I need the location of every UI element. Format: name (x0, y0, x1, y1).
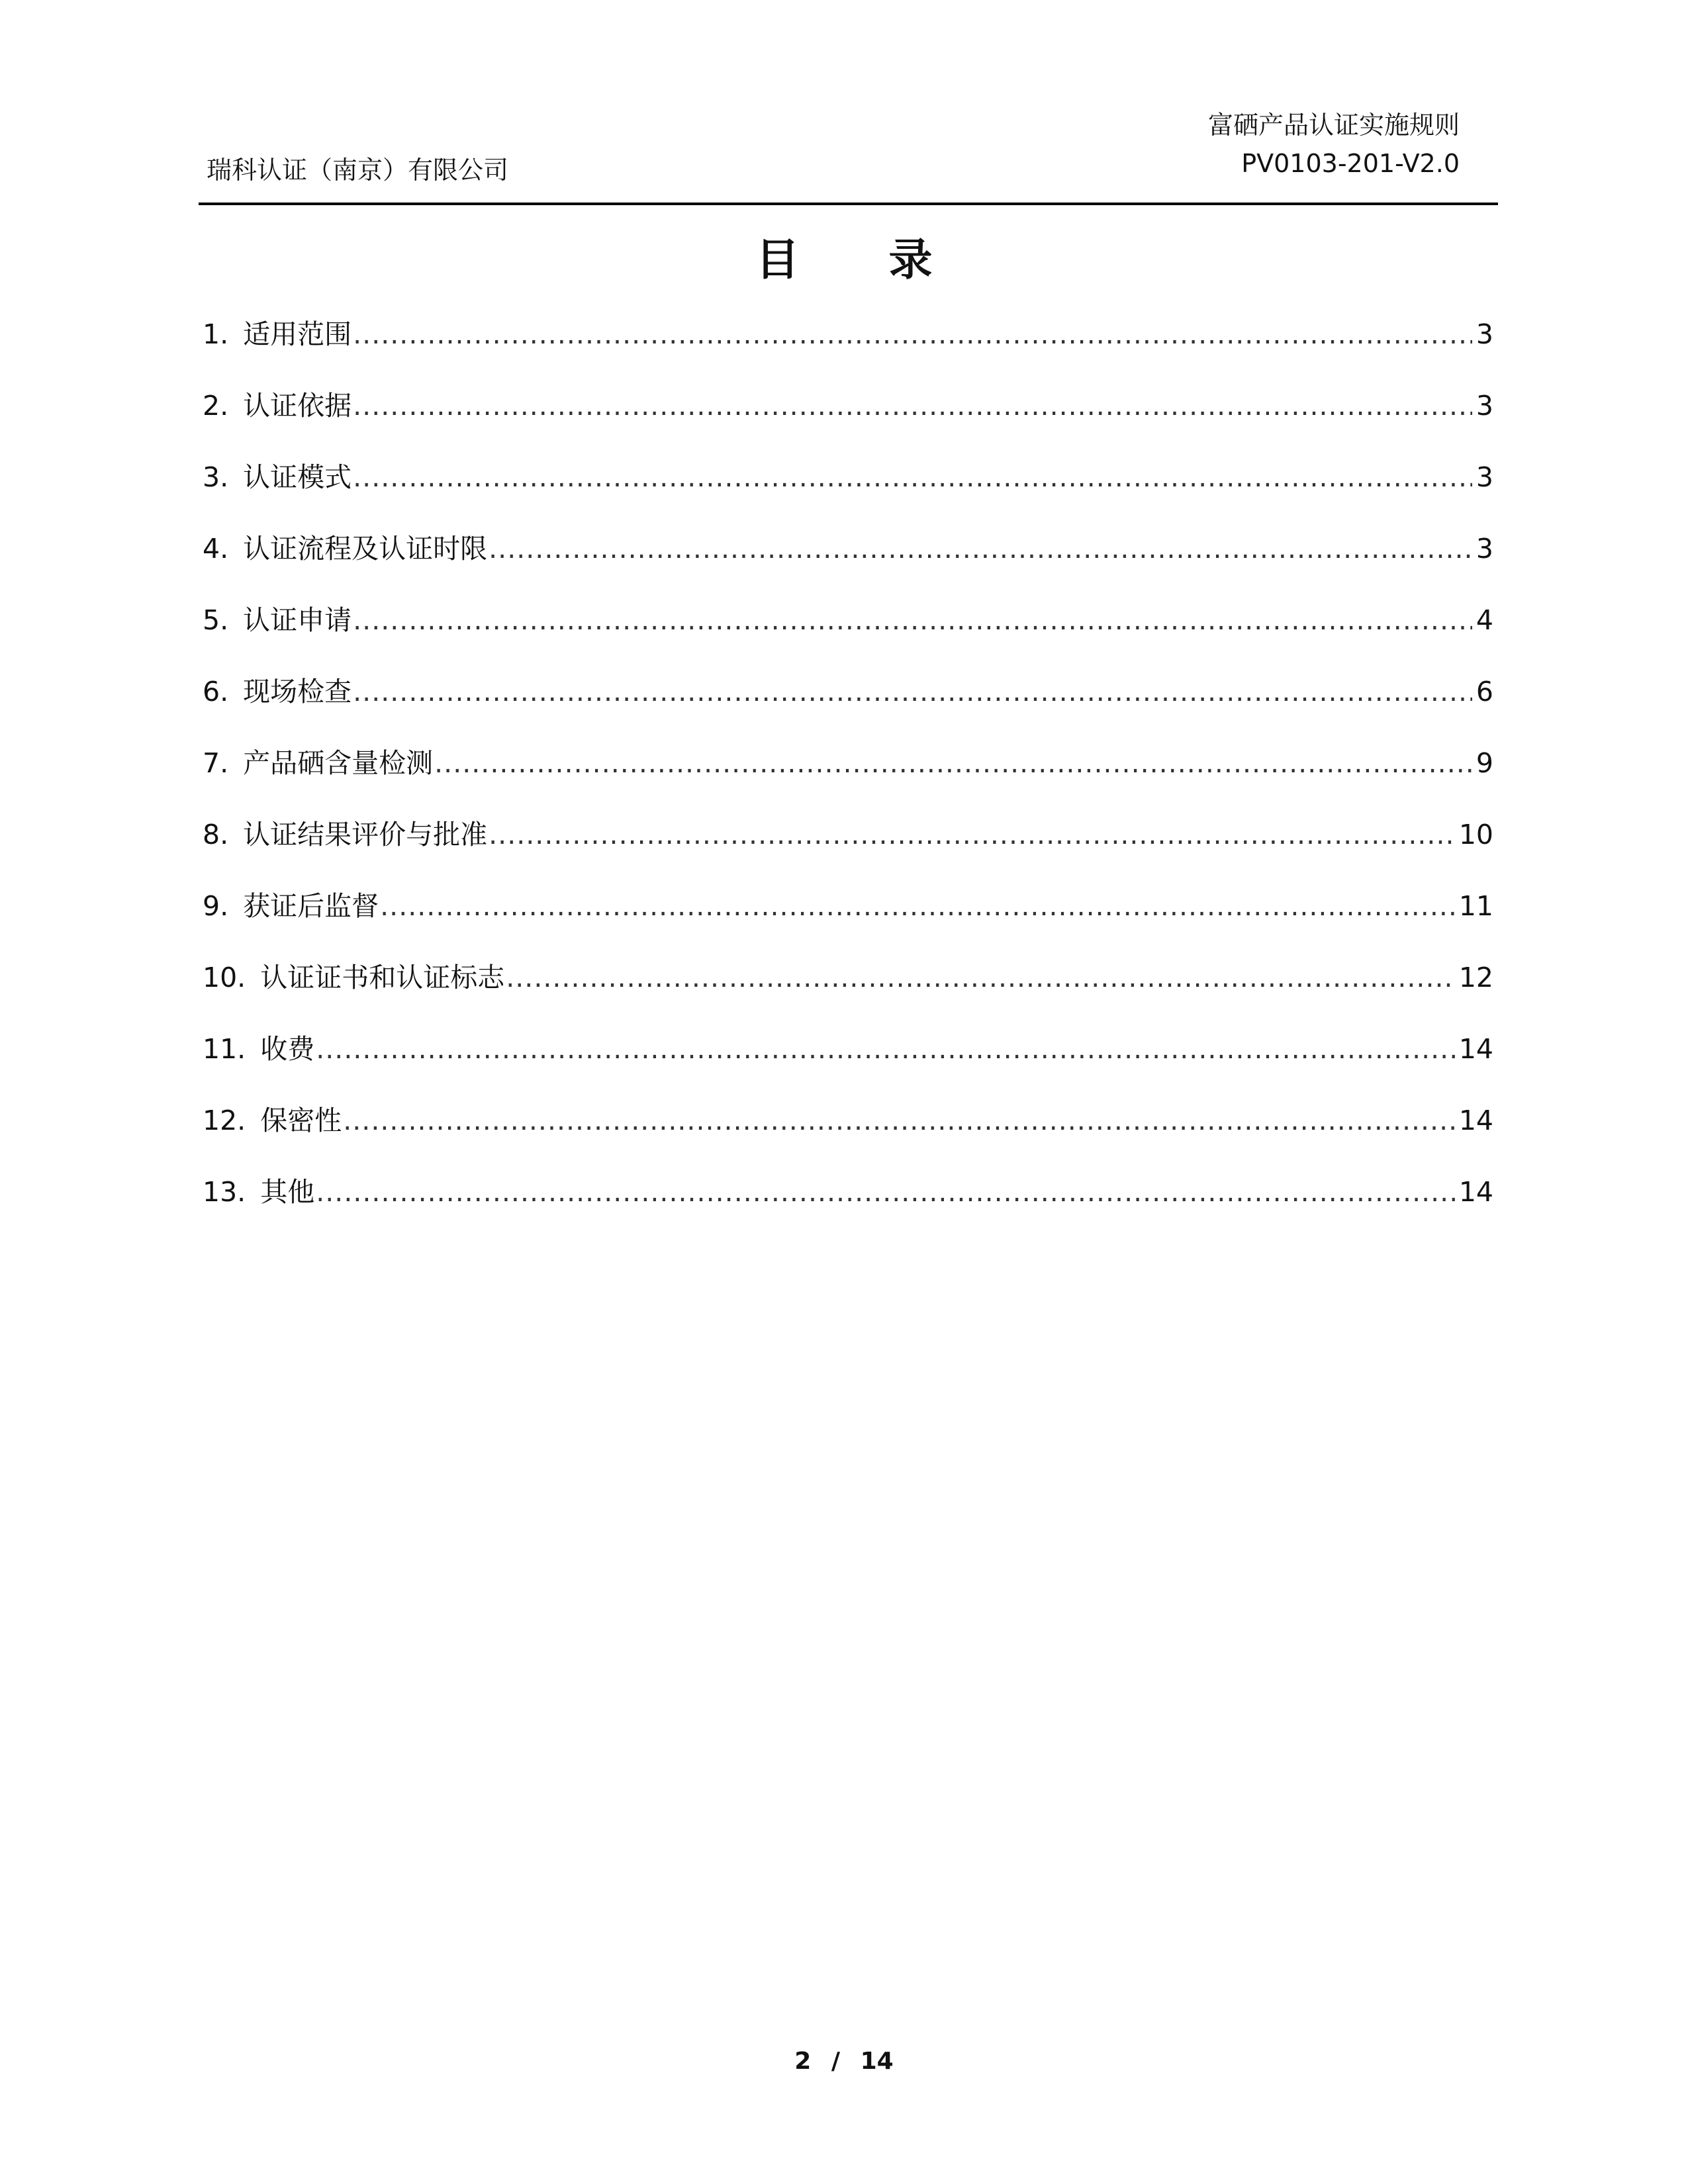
toc-entry-label: 认证申请 (243, 604, 352, 636)
toc-entry-number: 5. (203, 604, 229, 636)
toc-entry-page: 3 (1476, 318, 1493, 350)
toc-entry-number: 7. (203, 747, 229, 779)
toc-entry-label: 认证结果评价与批准 (243, 819, 488, 850)
toc-entry[interactable] (203, 315, 1493, 387)
toc-entry-label: 认证证书和认证标志 (260, 962, 505, 993)
organization-name: 瑞科认证（南京）有限公司 (207, 156, 509, 185)
current-page-number: 2 (794, 2048, 812, 2075)
toc-entry-number: 13. (203, 1176, 246, 1208)
toc-entry[interactable] (203, 601, 1493, 672)
toc-entry[interactable] (203, 672, 1493, 744)
toc-dot-leader (489, 529, 1472, 568)
toc-entry-page: 14 (1458, 1033, 1493, 1065)
toc-entry-label: 适用范围 (243, 318, 352, 350)
toc-entry[interactable] (203, 1030, 1493, 1101)
toc-dot-leader (353, 672, 1472, 711)
toc-title: 目 录 (755, 234, 970, 285)
toc-dot-leader (353, 387, 1472, 425)
toc-dot-leader (316, 1173, 1455, 1211)
toc-entry-page: 9 (1476, 747, 1493, 779)
toc-entry-number: 2. (203, 390, 229, 422)
document-title: 富硒产品认证实施规则 (1207, 111, 1460, 140)
toc-entry-number: 11. (203, 1033, 246, 1065)
toc-entry-page: 11 (1458, 890, 1493, 922)
toc-entry-number: 12. (203, 1105, 246, 1136)
toc-entry-label: 产品硒含量检测 (243, 747, 434, 779)
toc-entry-number: 6. (203, 676, 229, 707)
toc-entry[interactable] (203, 815, 1493, 887)
toc-dot-leader (380, 887, 1455, 925)
toc-entry-label: 认证依据 (243, 390, 352, 422)
toc-dot-leader (434, 744, 1472, 782)
toc-entry-label: 认证模式 (243, 461, 352, 493)
toc-entry-page: 12 (1458, 962, 1493, 993)
toc-entry-page: 3 (1476, 533, 1493, 565)
toc-entry-number: 4. (203, 533, 229, 565)
toc-entry-page: 10 (1458, 819, 1493, 850)
toc-entry-page: 14 (1458, 1176, 1493, 1208)
toc-entry-label: 获证后监督 (243, 890, 379, 922)
toc-entry-page: 14 (1458, 1105, 1493, 1136)
toc-entry-label: 保密性 (260, 1105, 342, 1136)
toc-dot-leader (343, 1101, 1455, 1140)
toc-dot-leader (316, 1030, 1455, 1068)
toc-entry-page: 3 (1476, 390, 1493, 422)
page-number (0, 2045, 1688, 2078)
toc-entry-page: 4 (1476, 604, 1493, 636)
document-code: PV0103-201-V2.0 (1241, 149, 1460, 178)
page-separator: / (831, 2048, 841, 2075)
toc-dot-leader (353, 458, 1472, 496)
toc-entry-number: 10. (203, 962, 246, 993)
toc-entry[interactable] (203, 458, 1493, 529)
toc-entry-label: 收费 (260, 1033, 315, 1065)
total-page-count: 14 (860, 2048, 894, 2075)
toc-entry[interactable] (203, 887, 1493, 958)
toc-entry[interactable] (203, 958, 1493, 1030)
toc-dot-leader (353, 601, 1472, 639)
toc-entry-number: 9. (203, 890, 229, 922)
toc-dot-leader (506, 958, 1455, 997)
toc-entry-page: 6 (1476, 676, 1493, 707)
header-divider (199, 203, 1498, 205)
toc-entry[interactable] (203, 387, 1493, 458)
toc-dot-leader (489, 815, 1455, 854)
toc-entry-number: 8. (203, 819, 229, 850)
toc-entry-label: 认证流程及认证时限 (243, 533, 488, 565)
toc-entry[interactable] (203, 1101, 1493, 1173)
toc-dot-leader (353, 315, 1472, 353)
toc-entry[interactable] (203, 1173, 1493, 1244)
toc-entry[interactable] (203, 529, 1493, 601)
toc-entry-page: 3 (1476, 461, 1493, 493)
toc-entry-label: 现场检查 (243, 676, 352, 707)
document-header-right (1208, 106, 1460, 183)
toc-entry-number: 3. (203, 461, 229, 493)
toc-entry-number: 1. (203, 318, 229, 350)
toc-entry-label: 其他 (260, 1176, 315, 1208)
toc-entry[interactable] (203, 744, 1493, 815)
table-of-contents (203, 315, 1493, 1244)
